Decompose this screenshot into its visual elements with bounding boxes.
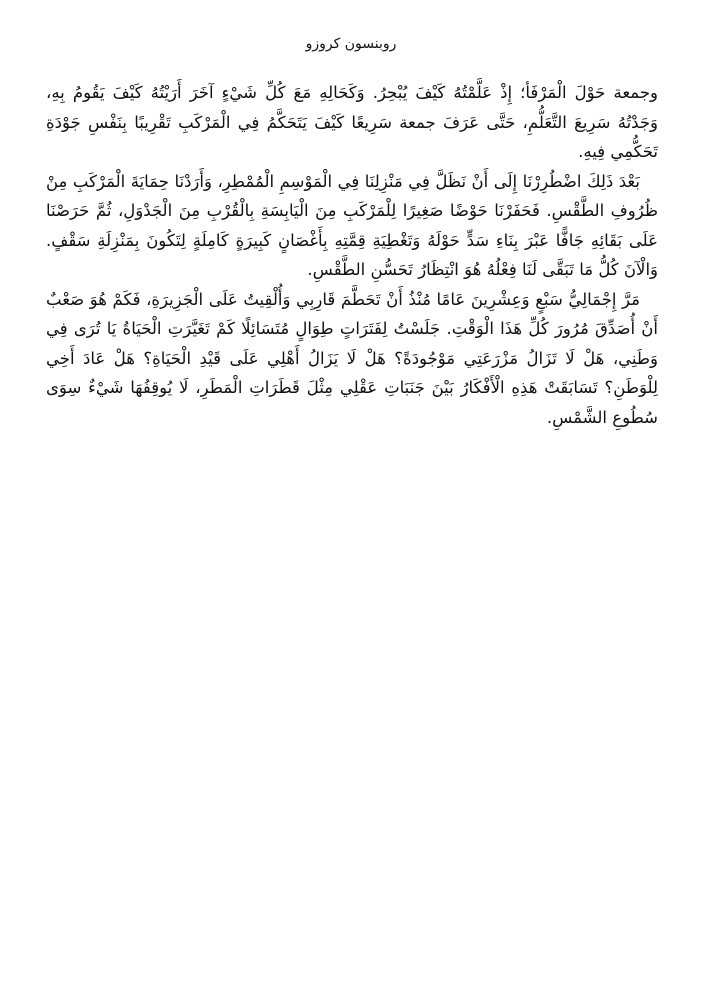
page-body-text (46, 78, 658, 432)
paragraph-3: مَرَّ إِجْمَالِيُّ سَبْعٍ وَعِشْرِينَ عَامًا مُنْذُ أَنْ تَحَطَّمَ قَارِبِي وَأُلْقِيتُ عَلَى الْجَزِيرَةِ، فَكَمْ هُوَ صَعْبٌ أَنْ أُصَدِّقَ مُرُورَ كُلِّ هَذَا الْوَقْتِ. جَلَسْتُ لِفَتَرَاتٍ طِوَالٍ مُتَسَائِلًا كَمْ تَغَيَّرَتِ الْحَيَاةُ يَا تُرَى فِي وَطَنِي، هَلْ لَا تَزَالُ مَزْرَعَتِي مَوْجُودَةً؟ هَلْ لَا يَزَالُ أَهْلِي عَلَى قَيْدِ الْحَيَاةِ؟ هَلْ عَادَ أَخِي لِلْوَطَنِ؟ تَسَابَقَتْ هَذِهِ الْأَفْكَارُ بَيْنَ جَنَبَاتِ عَقْلِي مِثْلَ قَطَرَاتِ الْمَطَرِ، لَا يُوقِفُهَا شَيْءٌ سِوَى سُطُوعِ الشَّمْسِ. (46, 289, 658, 427)
paragraph-2: بَعْدَ ذَلِكَ اضْطُرِرْنَا إِلَى أَنْ نَظَلَّ فِي مَنْزِلِنَا فِي الْمَوْسِمِ الْمُمْطِرِ، وَأَرَدْنَا حِمَايَةَ الْمَرْكَبِ مِنْ ظُرُوفِ الطَّقْسِ. فَحَفَرْنَا حَوْضًا صَغِيرًا لِلْمَرْكَبِ مِنَ الْيَابِسَةِ بِالْقُرْبِ مِنَ الْجَدْوَلِ، ثُمَّ حَرَصْنَا عَلَى بَقَائِهِ جَافًّا عَبْرَ بِنَاءِ سَدٍّ حَوْلَهُ وَتَغْطِيَةِ قِمَّتِهِ بِأَغْصَانٍ كَبِيرَةٍ كَامِلَةٍ لِتَكُونَ بِمَنْزِلَةِ سَقْفٍ. وَالْآنَ كُلُّ مَا تَبَقَّى لَنَا فِعْلُهُ هُوَ انْتِظَارُ تَحَسُّنِ الطَّقْسِ. (46, 171, 658, 279)
running-header-title: روبنسون كروزو (305, 36, 397, 52)
paragraph-1: وجمعة حَوْلَ الْمَرْفَأ؛ إِذْ عَلَّمْتُهُ كَيْفَ يُبْحِرُ. وَكَحَالِهِ مَعَ كُلِّ شَيْءٍ آخَرَ أَرَيْتُهُ كَيْفَ يَقُومُ بِهِ، وَجَدْتُهُ سَرِيعَ التَّعَلُّمِ، حَتَّى عَرَفَ جمعة سَرِيعًا كَيْفَ يَتَحَكَّمُ فِي الْمَرْكَبِ تَقْرِيبًا بِنَفْسِ جَوْدَةِ تَحَكُّمِي فِيهِ. (46, 83, 658, 161)
